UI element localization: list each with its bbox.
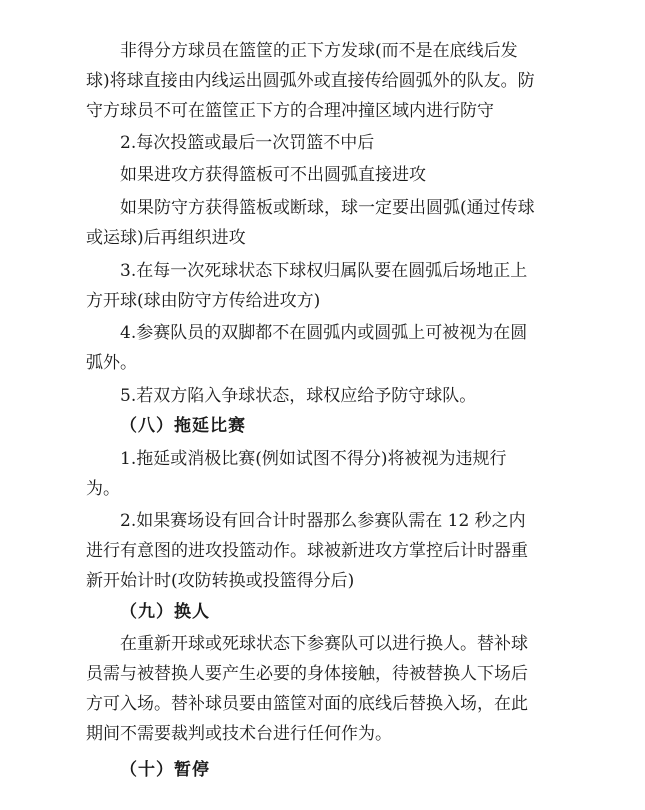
section-heading-timeout: （十）暂停 — [120, 760, 210, 780]
text-line: 方开球(球由防守方传给进攻方) — [86, 291, 321, 311]
paragraph-rule-2 — [86, 128, 556, 158]
text-line: 期间不需要裁判或技术台进行任何作为。 — [86, 724, 392, 744]
text-line: 或运球)后再组织进攻 — [86, 228, 246, 248]
text-line: 新开始计时(攻防转换或投篮得分后) — [86, 571, 355, 591]
text-line: 3.在每一次死球状态下球权归属队要在圆弧后场地正上 — [120, 261, 528, 281]
text-line: 在重新开球或死球状态下参赛队可以进行换人。替补球 — [120, 634, 528, 654]
text-line: 非得分方球员在篮筐的正下方发球(而不是在底线后发 — [120, 41, 518, 61]
text-line: 弧外。 — [86, 353, 137, 373]
paragraph-rule-4 — [86, 318, 556, 378]
paragraph-delay-1 — [86, 444, 556, 504]
text-line: 5.若双方陷入争球状态，球权应给予防守球队。 — [120, 386, 477, 406]
paragraph-rule-3 — [86, 256, 556, 316]
text-line: 如果进攻方获得篮板可不出圆弧直接进攻 — [120, 165, 426, 185]
text-line: 2.如果赛场设有回合计时器那么参赛队需在 12 秒之内 — [120, 511, 526, 531]
paragraph-ball-inbound — [86, 36, 556, 126]
paragraph-offense-rebound — [86, 160, 556, 190]
text-line: 球)将球直接由内线运出圆弧外或直接传给圆弧外的队友。防 — [86, 71, 535, 91]
text-line: 进行有意图的进攻投篮动作。球被新进攻方掌控后计时器重 — [86, 541, 528, 561]
text-line: 方可入场。替补球员要由篮筐对面的底线后替换入场，在此 — [86, 694, 528, 714]
text-line: 守方球员不可在篮筐正下方的合理冲撞区域内进行防守 — [86, 101, 494, 121]
text-line: 1.拖延或消极比赛(例如试图不得分)将被视为违规行 — [120, 449, 507, 469]
section-heading-substitution: （九）换人 — [120, 602, 210, 622]
section-heading-delay: （八）拖延比赛 — [120, 416, 246, 436]
text-line: 员需与被替换人要产生必要的身体接触，待被替换人下场后 — [86, 664, 528, 684]
paragraph-delay-2 — [86, 506, 556, 596]
paragraph-substitution — [86, 629, 556, 749]
paragraph-rule-5 — [86, 381, 556, 411]
text-line: 4.参赛队员的双脚都不在圆弧内或圆弧上可被视为在圆 — [120, 323, 528, 343]
text-line: 如果防守方获得篮板或断球，球一定要出圆弧(通过传球 — [120, 198, 535, 218]
text-line: 2.每次投篮或最后一次罚篮不中后 — [120, 133, 375, 153]
text-line: 为。 — [86, 479, 120, 499]
paragraph-defense-rebound — [86, 193, 556, 253]
